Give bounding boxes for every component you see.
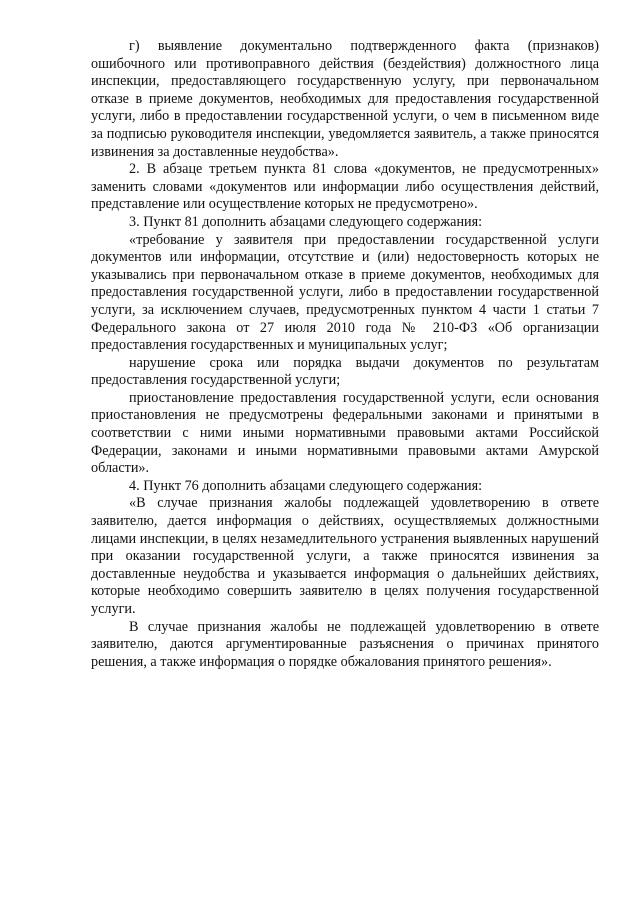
paragraph-clause-g: г) выявление документально подтвержденного факта (признаков) ошибочного или противоправного действия (бездействия) должностного лица инспекции, предоставляющего государственную услугу, при первоначальном отказе в приеме документов, необходимых для предоставления государственной услуги, либо в предоставлении государственной услуги, о чем в письменном виде за подписью руководителя инспекции, уведомляется заявитель, а также приносятся извинения за доставленные неудобства». [91,38,599,160]
paragraph-item-2: 2. В абзаце третьем пункта 81 слова «документов, не предусмотренных» заменить словами «документов или информации либо осуществления действий, представление или осуществление которых не предусмотрено». [91,161,599,213]
paragraph-item-4: 4. Пункт 76 дополнить абзацами следующего содержания: [129,477,483,494]
paragraph-item-3: 3. Пункт 81 дополнить абзацами следующего содержания: [129,213,483,230]
paragraph-complaint-satisfied: «В случае признания жалобы подлежащей удовлетворению в ответе заявителю, дается информация о действиях, осуществляемых должностными лицами инспекции, в целях незамедлительного устранения выявленных нарушений при оказании государственной услуги, а также приносятся извинения за доставленные неудобства и указывается информация о дальнейших действиях, которые необходимо совершить заявителю в целях получения государственной услуги. [91,495,599,617]
document-body [91,38,599,671]
paragraph-suspension: приостановление предоставления государственной услуги, если основания приостановления не предусмотрены федеральными законами и принятыми в соответствии с ними иными нормативными правовыми актами Российской Федерации, законами и иными нормативными правовыми актами Амурской области». [91,389,599,477]
paragraph-requirement: «требование у заявителя при предоставлении государственной услуги документов или информации, отсутствие и (или) недостоверность которых не указывались при первоначальном отказе в приеме документов, необходимых для предоставления государственной услуги, либо в предоставлении государственной услуги, за исключением случаев, предусмотренных пунктом 4 части 1 статьи 7 Федерального закона от 27 июля 2010 года № 210-ФЗ «Об организации предоставления государственных и муниципальных услуг; [91,231,599,354]
paragraph-deadline-violation: нарушение срока или порядка выдачи документов по результатам предоставления государственной услуги; [91,354,599,389]
paragraph-complaint-rejected: В случае признания жалобы не подлежащей удовлетворению в ответе заявителю, даются аргументированные разъяснения о причинах принятого решения, а также информация о порядке обжалования принятого решения». [91,618,599,670]
